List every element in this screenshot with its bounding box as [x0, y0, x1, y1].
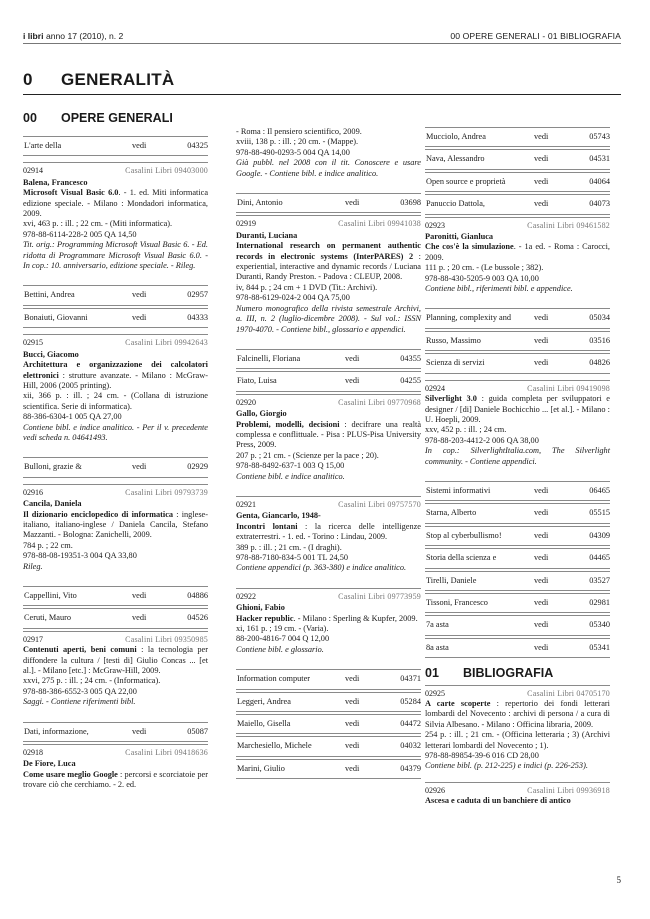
entry-number: 02925 [425, 688, 445, 698]
entry-isbn: 88-200-4816-7 004 Q 12,00 [236, 634, 330, 644]
entry-number: 02923 [425, 220, 445, 230]
entry-title: Come usare meglio Google [23, 769, 118, 779]
cross-reference[interactable]: 7a asta vedi 05340 [425, 615, 610, 635]
catalog-entry: 02925 Casalini Libri 04705170 A carte scoperte : repertorio dei fondi letterari lombardi del Novecento : archivi di persona / a cura di Silvia Albesano. - Milano : Officina libraria, 2009. 254 p. : ill. ; 21 cm. - (Officina letteraria ; 3) (Archivi letterari lombardi del Novecento ; 1). 978-88-89854-39-6 016 CD 28,00 Contiene bibl. (p. 212-225) e indici (p. 226-253). [425, 685, 610, 772]
entry-isbn: 978-88-89854-39-6 016 CD 28,00 [425, 751, 539, 761]
entry-title: Incontri lontani [236, 521, 298, 531]
cross-reference[interactable]: Bettini, Andrea vedi 02957 [23, 285, 208, 305]
entry-number: 02924 [425, 383, 445, 393]
column-2 [236, 127, 421, 779]
running-header-section: 00 OPERE GENERALI - 01 BIBLIOGRAFIA [450, 31, 621, 41]
entry-note: Già pubbl. nel 2008 con il tit. Conoscere e usare Google. - Contiene bibl. e indice analitico. [236, 158, 421, 178]
entry-publisher-code: Casalini Libri 09403000 [125, 166, 208, 176]
section-heading-01: 01 BIBLIOGRAFIA [425, 666, 554, 681]
page-number: 5 [616, 875, 621, 885]
entry-number: 02920 [236, 397, 256, 407]
entry-title: Architettura e organizzazione dei calcolatori elettronici [23, 360, 208, 380]
entry-title: Che cos'è la simulazione [425, 242, 514, 252]
entry-note: In cop.: SilverlightItalia.com, The Silverlight community. - Contiene appendici. [425, 446, 610, 466]
cross-reference[interactable]: Fiato, Luisa vedi 04255 [236, 371, 421, 391]
running-header-journal: i libri anno 17 (2010), n. 2 [23, 31, 124, 41]
entry-isbn: 978-88-7180-834-5 001 TL 24,50 [236, 553, 348, 562]
entry-note: Contiene bibl., riferimenti bibl. e appendice. [425, 284, 573, 294]
entry-number: 02917 [23, 634, 43, 644]
cross-reference[interactable]: Open source e proprietà vedi 04064 [425, 172, 610, 192]
cross-reference[interactable]: Tissoni, Francesco vedi 02981 [425, 593, 610, 613]
entry-publisher-code: Casalini Libri 09418636 [125, 748, 208, 758]
catalog-entry: 02916 Casalini Libri 09793739 Cancila, Daniela Il dizionario enciclopedico di informatica : inglese-italiano, italiano-inglese / Daniela Cancila, Stefano Mazzanti. - Bologna: Zanichelli, 2009. 784 p. ; 22 cm. 978-88-08-19351-3 004 QA 33,80 Rileg. [23, 484, 208, 572]
entry-publisher-code: Casalini Libri 04705170 [527, 688, 610, 698]
cross-reference[interactable]: Planning, complexity and vedi 05034 [425, 308, 610, 328]
cross-reference[interactable]: Bulloni, grazie & vedi 02929 [23, 457, 208, 477]
catalog-entry: 02920 Casalini Libri 09770968 Gallo, Giorgio Problemi, modelli, decisioni : decifrare una realtà complessa e conflittuale. - Pisa : PLUS-Pisa University Press, 2009. 207 p. ; 21 cm. - (Scienze per la pace ; 20). 978-88-8492-637-1 003 Q 15,00 Contiene bibl. e indice analitico. [236, 394, 421, 482]
entry-author: Duranti, Luciana [236, 230, 298, 240]
catalog-entry [425, 782, 610, 807]
entry-title: Problemi, modelli, decisioni [236, 419, 340, 429]
entry-number: 02919 [236, 219, 256, 229]
entry-note: Contiene appendici (p. 363-380) e indice analitico. [236, 563, 407, 573]
entry-publisher-code: Casalini Libri 09941038 [338, 219, 421, 229]
cross-reference[interactable]: Starna, Alberto vedi 05515 [425, 503, 610, 523]
cross-reference[interactable]: Dini, Antonio vedi 03698 [236, 193, 421, 213]
entry-title: Il dizionario enciclopedico di informatica [23, 509, 174, 519]
cross-reference[interactable]: Maiello, Gisella vedi 04472 [236, 714, 421, 734]
entry-publisher-code: Casalini Libri 09419098 [527, 383, 610, 393]
entry-note: Contiene bibl. e indice analitico. - Per il v. precedente vedi scheda n. 04641493. [23, 422, 208, 442]
entry-publisher-code: Casalini Libri 09757570 [338, 499, 421, 509]
entry-author: Balena, Francesco [23, 177, 88, 187]
entry-author: Gallo, Giorgio [236, 409, 287, 419]
cross-reference[interactable]: Mucciolo, Andrea vedi 05743 [425, 127, 610, 147]
catalog-entry: 02915 Casalini Libri 09942643 Bucci, Giacomo Architettura e organizzazione dei calcolatori elettronici : strutture avanzate. - Milano : McGraw-Hill, 2006 (2005 printing). xii, 366 p. : ill. ; 24 cm. - (Collana di istruzione scientifica. Serie di informatica). 88-386-6304-1 005 QA 27,00 Contiene bibl. e indice analitico. - Per il v. precedente vedi scheda n. 04641493. [23, 334, 208, 443]
entry-isbn: 978-88-8492-637-1 003 Q 15,00 [236, 461, 345, 471]
cross-reference[interactable]: Dati, informazione, vedi 05087 [23, 722, 208, 742]
cross-reference[interactable]: Bonaiuti, Giovanni vedi 04333 [23, 308, 208, 328]
cross-reference[interactable]: Stop al cyberbullismo! vedi 04309 [425, 526, 610, 546]
cross-reference[interactable]: Cappellini, Vito vedi 04886 [23, 586, 208, 606]
entry-author: Paronitti, Gianluca [425, 232, 494, 242]
entry-title: Hacker republic [236, 613, 294, 623]
entry-note: Contiene bibl. e indice analitico. [236, 471, 345, 481]
entry-publisher-code: Casalini Libri 09936918 [527, 785, 610, 795]
entry-note: Contiene bibl. (p. 212-225) e indici (p. 226-253). [425, 761, 588, 771]
cross-reference[interactable]: Sistemi informativi vedi 06465 [425, 481, 610, 501]
entry-number: 02918 [23, 748, 43, 758]
entry-note: Contiene bibl. e glossario. [236, 644, 324, 654]
header-divider [23, 43, 621, 44]
entry-title: A carte scoperte [425, 699, 491, 708]
entry-isbn: 978-88-08-19351-3 004 QA 33,80 [23, 551, 137, 561]
entry-title: International research on permanent authentic records in electronic systems (InterPARES) 2 [236, 241, 421, 261]
entry-note: Numero monografico della rivista semestrale Archivi, a. III, n. 2 (luglio-dicembre 2008). - Sul vol.: ISSN 1970-4070. - Contiene bibl., glossario e appendici. [236, 303, 421, 334]
entry-number: 02926 [425, 785, 445, 795]
entry-author: Ghioni, Fabio [236, 603, 285, 613]
cross-reference[interactable]: L'arte della vedi 04325 [23, 136, 208, 156]
chapter-heading: 0 GENERALITÀ [23, 70, 175, 89]
cross-reference[interactable]: Falcinelli, Floriana vedi 04355 [236, 349, 421, 369]
entry-author: Cancila, Daniela [23, 499, 82, 509]
cross-reference[interactable]: Marini, Giulio vedi 04379 [236, 759, 421, 779]
entry-publisher-code: Casalini Libri 09793739 [125, 487, 208, 497]
cross-reference[interactable]: Ceruti, Mauro vedi 04526 [23, 608, 208, 628]
catalog-entry: 02918 Casalini Libri 09418636 De Fiore, Luca Come usare meglio Google : percorsi e scorciatoie per trovare ciò che cerchiamo. - 2. ed. [23, 744, 208, 791]
cross-reference[interactable]: Leggeri, Andrea vedi 05284 [236, 692, 421, 712]
entry-note: Tit. orig.: Programming Microsoft Visual Basic 6. - Ed. ridotta di Programmare Microsoft Visual Basic 6.0. - In cop.: 10. anniversario, edizione speciale. - Rileg. [23, 240, 208, 271]
catalog-entry: 02914 Casalini Libri 09403000 Balena, Francesco Microsoft Visual Basic 6.0. - 1. ed. Miti informatica edizione speciale. - Milano : Mondadori informatica, 2009. xvi, 463 p. : ill. ; 22 cm. - (Miti informatica). 978-88-6114-228-2 005 QA 14,50 Tit. orig.: Programming Microsoft Visual Basic 6. - Ed. ridotta di Programmare Microsoft Visual Basic 6.0. - In cop.: 10. anniversario, edizione speciale. - Rileg. [23, 162, 208, 271]
entry-number: 02916 [23, 487, 43, 497]
entry-isbn: 978-88-490-0293-5 004 QA 14,00 [236, 147, 350, 157]
entry-note: Rileg. [23, 561, 43, 571]
entry-title: Contenuti aperti, beni comuni [23, 645, 137, 655]
catalog-entry: 02917 Casalini Libri 09350985 Contenuti aperti, beni comuni : la tecnologia per diffondere la cultura / [testi di] Giulio Concas ... [et al.]. - Milano [etc.] : McGraw-Hill, 2009. xxvi, 275 p. : ill. ; 24 cm. - (Informatica). 978-88-386-6552-3 005 QA 22,00 Saggi. - Contiene riferimenti bibl. [23, 631, 208, 708]
catalog-entry: 02923 Casalini Libri 09461582 Paronitti, Gianluca Che cos'è la simulazione. - 1a ed. - Roma : Carocci, 2009. 111 p. ; 20 cm. - (Le bussole ; 382). 978-88-430-5205-9 003 QA 10,00 Contiene bibl., riferimenti bibl. e appendice. [425, 217, 610, 295]
catalog-entry: 02922 Casalini Libri 09773959 Ghioni, Fabio Hacker republic. - Milano : Sperling & Kupfer, 2009. xi, 161 p. ; 19 cm. - (Varia). 88-200-4816-7 004 Q 12,00 Contiene bibl. e glossario. [236, 588, 421, 655]
entry-number: 02914 [23, 166, 43, 176]
entry-title: Ascesa e caduta di un banchiere di antico [425, 796, 571, 806]
section-heading-00: 00 OPERE GENERALI [23, 111, 173, 125]
entry-publisher-code: Casalini Libri 09942643 [125, 338, 208, 348]
column-1 [23, 136, 208, 791]
entry-author: Genta, Giancarlo, 1948- [236, 511, 321, 521]
entry-publisher-code: Casalini Libri 09773959 [338, 591, 421, 601]
chapter-divider [23, 94, 621, 95]
entry-isbn: 978-88-6114-228-2 005 QA 14,50 [23, 229, 137, 239]
cross-reference[interactable]: Storia della scienza e vedi 04465 [425, 548, 610, 568]
catalog-entry: 02921 Casalini Libri 09757570 Genta, Giancarlo, 1948- Incontri lontani : la ricerca delle intelligenze extraterrestri. - 1. ed. - Torino : Lindau, 2009. 389 p. : ill. ; 21 cm. - (I draghi). 978-88-7180-834-5 001 TL 24,50 Contiene appendici (p. 363-380) e indice analitico. [236, 496, 421, 574]
cross-reference[interactable]: Scienza di servizi vedi 04826 [425, 353, 610, 373]
cross-reference[interactable]: Nava, Alessandro vedi 04531 [425, 149, 610, 169]
catalog-entry: 02919 Casalini Libri 09941038 Duranti, Luciana International research on permanent authentic records in electronic systems (InterPARES) 2 : experiential, interactive and dynamic records / Luciana Duranti, Randy Preston. - Padova : CLEUP, 2008. iv, 844 p. ; 24 cm + 1 DVD (Tit.: Archivi). 978-88-6129-024-2 004 QA 75,00 Numero monografico della rivista semestrale Archivi, a. III, n. 2 (luglio-dicembre 2008). - Sul vol.: ISSN 1970-4070. - Contiene bibl., glossario e appendici. [236, 215, 421, 334]
entry-title: Silverlight 3.0 [425, 394, 477, 404]
entry-isbn: 978-88-430-5205-9 003 QA 10,00 [425, 273, 539, 283]
catalog-entry: 02924 Casalini Libri 09419098 Silverlight 3.0 : guida completa per sviluppatori e designer / [di] Daniele Bochicchio ... [et al.]. - Milano : U. Hoepli, 2009. xxv, 452 p. : ill. ; 24 cm. 978-88-203-4412-2 006 QA 38,00 In cop.: SilverlightItalia.com, The Silverlight community. - Contiene appendici. [425, 380, 610, 467]
cross-reference[interactable]: 8a asta vedi 05341 [425, 638, 610, 658]
cross-reference[interactable]: Russo, Massimo vedi 03516 [425, 331, 610, 351]
entry-publisher-code: Casalini Libri 09770968 [338, 397, 421, 407]
entry-isbn: 978-88-203-4412-2 006 QA 38,00 [425, 435, 539, 445]
entry-title: Microsoft Visual Basic 6.0 [23, 188, 119, 198]
cross-reference[interactable]: Marchesiello, Michele vedi 04032 [236, 736, 421, 756]
cross-reference[interactable]: Information computer vedi 04371 [236, 669, 421, 689]
entry-author: De Fiore, Luca [23, 759, 76, 769]
column-3 [425, 127, 610, 807]
entry-note: Saggi. - Contiene riferimenti bibl. [23, 697, 136, 707]
cross-reference[interactable]: Tirelli, Daniele vedi 03527 [425, 571, 610, 591]
entry-isbn: 978-88-6129-024-2 004 QA 75,00 [236, 293, 350, 303]
entry-publisher-code: Casalini Libri 09350985 [125, 634, 208, 644]
cross-reference[interactable]: Panuccio Dattola, vedi 04073 [425, 194, 610, 214]
entry-publisher-code: Casalini Libri 09461582 [527, 220, 610, 230]
entry-number: 02921 [236, 499, 256, 509]
entry-number: 02915 [23, 338, 43, 348]
entry-continuation: - Roma : Il pensiero scientifico, 2009. xviii, 138 p. : ill. ; 20 cm. - (Mappe). 978-88-490-0293-5 004 QA 14,00 Già pubbl. nel 2008 con il tit. Conoscere e usare Google. - Contiene bibl. e indice analitico. [236, 127, 421, 178]
entry-author: Bucci, Giacomo [23, 349, 79, 359]
entry-number: 02922 [236, 591, 256, 601]
entry-isbn: 88-386-6304-1 005 QA 27,00 [23, 412, 122, 422]
entry-isbn: 978-88-386-6552-3 005 QA 22,00 [23, 686, 137, 696]
